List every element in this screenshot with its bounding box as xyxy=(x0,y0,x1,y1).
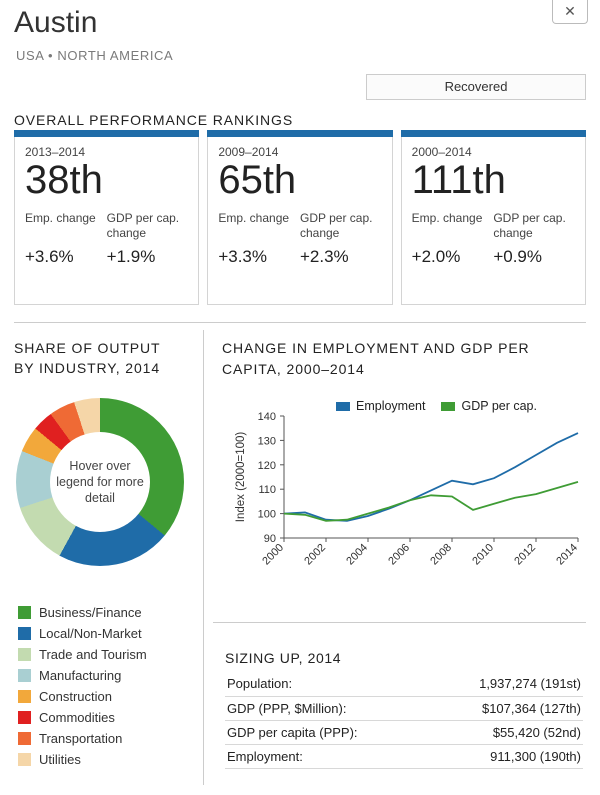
legend-label: Manufacturing xyxy=(39,668,122,683)
legend-item[interactable] xyxy=(18,707,198,728)
legend-swatch-icon xyxy=(18,606,31,619)
share-section-title xyxy=(14,338,194,378)
ranking-metrics xyxy=(25,211,188,267)
legend-swatch-icon xyxy=(18,690,31,703)
x-tick-label: 2014 xyxy=(554,541,581,568)
x-tick-label: 2004 xyxy=(344,541,371,568)
y-tick-label: 130 xyxy=(257,435,276,448)
legend-swatch-icon xyxy=(18,711,31,724)
employment-change-metric xyxy=(412,211,494,267)
y-tick-label: 140 xyxy=(257,411,276,423)
industry-donut-chart[interactable] xyxy=(16,398,184,566)
ranking-period: 2013–2014 xyxy=(25,145,86,159)
metric-label: GDP per cap. change xyxy=(106,211,180,240)
gdp-change-metric xyxy=(493,211,575,267)
rankings-row xyxy=(14,137,586,305)
close-icon[interactable]: ✕ xyxy=(552,0,588,24)
donut-center-hint xyxy=(50,432,150,532)
metric-label: Emp. change xyxy=(218,211,290,225)
sizing-label: Employment: xyxy=(225,744,425,768)
divider xyxy=(203,330,204,785)
sizing-value: 911,300 (190th) xyxy=(425,744,583,768)
metric-value: +1.9% xyxy=(106,247,156,266)
table-row xyxy=(225,696,583,720)
line-chart-svg xyxy=(222,398,588,598)
series-line xyxy=(284,433,578,521)
ranking-value: 65th xyxy=(218,158,297,202)
gdp-change-metric xyxy=(107,211,189,267)
ranking-value: 38th xyxy=(25,158,103,202)
metric-label: GDP per cap. change xyxy=(493,211,566,240)
x-tick-label: 2002 xyxy=(302,541,329,568)
legend-label: Utilities xyxy=(39,752,81,767)
x-tick-label: 2012 xyxy=(512,541,539,568)
city-region-label: USA • NORTH AMERICA xyxy=(16,48,174,63)
sizing-value: 1,937,274 (191st) xyxy=(425,672,583,696)
legend-swatch-icon xyxy=(18,627,31,640)
ranking-period: 2000–2014 xyxy=(411,145,472,159)
legend-item[interactable] xyxy=(18,728,198,749)
legend-item[interactable] xyxy=(18,686,198,707)
legend-label: Trade and Tourism xyxy=(39,647,147,662)
y-tick-label: 100 xyxy=(257,508,276,521)
page-title: Austin xyxy=(14,6,98,39)
y-tick-label: 110 xyxy=(258,484,276,497)
ranking-period: 2009–2014 xyxy=(218,145,279,159)
legend-label: GDP per cap. xyxy=(461,399,537,413)
table-row xyxy=(225,744,583,768)
legend-label: Transportation xyxy=(39,731,123,746)
status-badge: Recovered xyxy=(366,74,586,100)
gdp-change-metric xyxy=(300,211,382,267)
legend-item[interactable] xyxy=(18,602,198,623)
legend-label: Construction xyxy=(39,689,112,704)
sizing-label: GDP per capita (PPP): xyxy=(225,720,425,744)
table-row xyxy=(225,672,583,696)
sizing-section-title: SIZING UP, 2014 xyxy=(225,650,342,666)
sizing-label: Population: xyxy=(225,672,425,696)
ranking-value: 111th xyxy=(411,158,506,202)
y-tick-label: 120 xyxy=(257,459,276,472)
metric-value: +2.0% xyxy=(411,247,461,266)
sizing-table xyxy=(225,672,583,769)
metric-label: GDP per cap. change xyxy=(299,211,373,240)
legend-item[interactable] xyxy=(18,644,198,665)
share-title-line1: SHARE OF OUTPUT xyxy=(14,340,161,356)
metric-value: +3.3% xyxy=(218,247,268,266)
legend-label: Employment xyxy=(356,399,426,413)
divider xyxy=(14,322,586,323)
legend-item[interactable] xyxy=(18,749,198,770)
legend-label: Business/Finance xyxy=(39,605,142,620)
metric-value: +0.9% xyxy=(493,247,542,266)
metric-value: +2.3% xyxy=(299,247,349,266)
employment-change-metric xyxy=(218,211,300,267)
y-axis-title: Index (2000=100) xyxy=(235,431,247,523)
ranking-card xyxy=(401,137,586,305)
ranking-card xyxy=(14,137,199,305)
legend-swatch-icon xyxy=(18,648,31,661)
x-tick-label: 2008 xyxy=(428,541,455,568)
sizing-value: $55,420 (52nd) xyxy=(425,720,583,744)
y-tick-label: 90 xyxy=(263,533,276,545)
sizing-label: GDP (PPP, $Million): xyxy=(225,696,425,720)
hover-hint-text: Hover over legend for more detail xyxy=(56,459,144,505)
x-tick-label: 2010 xyxy=(470,541,497,568)
card-accent-bar xyxy=(14,130,199,137)
card-accent-bar xyxy=(207,130,392,137)
metric-label: Emp. change xyxy=(411,211,483,225)
line-chart-title: CHANGE IN EMPLOYMENT AND GDP PER CAPITA, 2000–2014 xyxy=(222,340,530,377)
ranking-card xyxy=(207,137,392,305)
legend-label: Local/Non-Market xyxy=(39,626,142,641)
legend-item[interactable] xyxy=(18,623,198,644)
metric-label: Emp. change xyxy=(25,211,96,225)
x-tick-label: 2006 xyxy=(386,541,413,568)
series-line xyxy=(284,482,578,521)
legend-swatch-icon xyxy=(18,732,31,745)
metric-value: +3.6% xyxy=(25,247,74,266)
share-title-line2: BY INDUSTRY, 2014 xyxy=(14,360,161,376)
legend-swatch-icon xyxy=(18,669,31,682)
table-row xyxy=(225,720,583,744)
ranking-metrics xyxy=(218,211,381,267)
employment-change-metric xyxy=(25,211,107,267)
legend-item[interactable] xyxy=(18,665,198,686)
ranking-metrics xyxy=(412,211,575,267)
x-tick-label: 2000 xyxy=(260,541,287,568)
sizing-value: $107,364 (127th) xyxy=(425,696,583,720)
divider xyxy=(213,622,586,623)
legend-label: Commodities xyxy=(39,710,115,725)
rankings-section-title: OVERALL PERFORMANCE RANKINGS xyxy=(14,112,294,128)
employment-gdp-line-chart xyxy=(222,398,588,598)
card-accent-bar xyxy=(401,130,586,137)
industry-legend[interactable] xyxy=(18,602,198,770)
legend-swatch-icon xyxy=(18,753,31,766)
